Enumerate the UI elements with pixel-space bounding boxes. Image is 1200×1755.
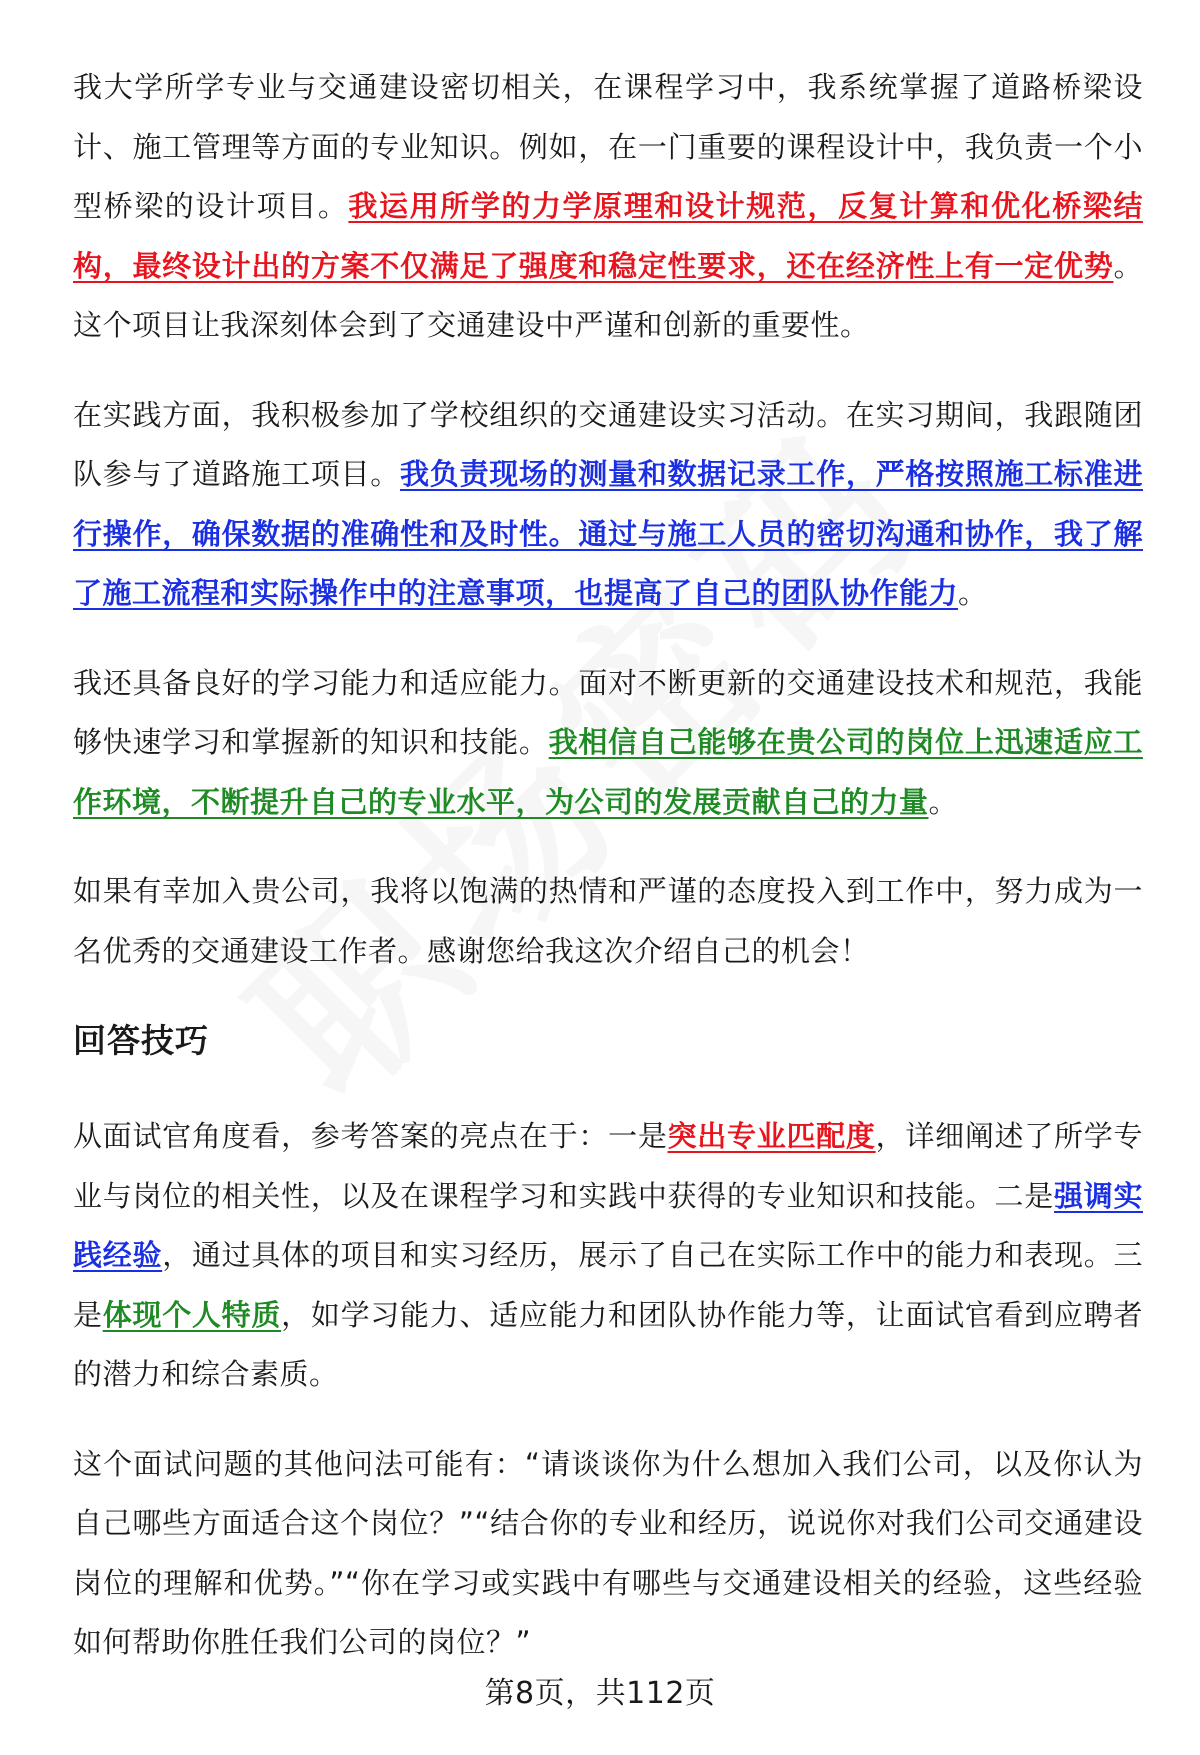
paragraph-text: 如果有幸加入贵公司，我将以饱满的热情和严谨的态度投入到工作中，努力成为一名优秀的交通建设工作者。感谢您给我这次介绍自己的机会！ <box>73 874 1143 968</box>
highlight-blue: 强调实践经验 <box>73 1178 1143 1272</box>
highlight-blue: 我负责现场的测量和数据记录工作，严格按照施工标准进行操作，确保数据的准确性和及时性。通过与施工人员的密切沟通和协作，我了解了施工流程和实际操作中的注意事项，也提高了自己的团队协作能力 <box>73 457 1143 610</box>
highlight-green: 我相信自己能够在贵公司的岗位上迅速适应工作环境，不断提升自己的专业水平，为公司的发展贡献自己的力量 <box>73 725 1143 819</box>
section-title: 回答技巧 <box>73 1021 209 1060</box>
paragraph-alternative-questions <box>73 1435 1143 1673</box>
paragraph-learning-ability <box>73 654 1143 833</box>
paragraph-text: 。 <box>928 784 959 819</box>
paragraph-tips-highlights <box>73 1107 1143 1405</box>
paragraph-text: ，如学习能力、适应能力和团队协作能力等，让面试官看到应聘者的潜力和综合素质。 <box>73 1297 1143 1391</box>
paragraph-text: ，详细阐述了所学专业与岗位的相关性，以及在课程学习和实践中获得的专业知识和技能。二是 <box>73 1119 1143 1213</box>
paragraph-closing <box>73 862 1143 981</box>
paragraph-practice <box>73 386 1143 624</box>
highlight-red: 我运用所学的力学原理和设计规范，反复计算和优化桥梁结构，最终设计出的方案不仅满足了强度和稳定性要求，还在经济性上有一定优势 <box>73 189 1143 283</box>
paragraph-course-design <box>73 58 1143 356</box>
document-page <box>73 58 1143 1673</box>
paragraph-text: ，通过具体的项目和实习经历，展示了自己在实际工作中的能力和表现。三是 <box>73 1238 1143 1332</box>
highlight-red: 突出专业匹配度 <box>667 1119 876 1153</box>
paragraph-text: 我还具备良好的学习能力和适应能力。面对不断更新的交通建设技术和规范，我能够快速学习和掌握新的知识和技能。 <box>73 665 1143 759</box>
paragraph-text: 从面试官角度看，参考答案的亮点在于：一是 <box>73 1119 668 1153</box>
highlight-green: 体现个人特质 <box>102 1297 282 1332</box>
page-number: 第8页，共112页 <box>484 1676 716 1711</box>
paragraph-text: 我大学所学专业与交通建设密切相关，在课程学习中，我系统掌握了道路桥梁设计、施工管理等方面的专业知识。例如，在一门重要的课程设计中，我负责一个小型桥梁的设计项目。 <box>73 70 1143 223</box>
paragraph-text: 这个面试问题的其他问法可能有：“请谈谈你为什么想加入我们公司，以及你认为自己哪些方面适合这个岗位？”“结合你的专业和经历，说说你对我们公司交通建设岗位的理解和优势。”“你在学习或实践中有哪些与交通建设相关的经验，这些经验如何帮助你胜任我们公司的岗位？” <box>73 1446 1143 1659</box>
paragraph-text: 。这个项目让我深刻体会到了交通建设中严谨和创新的重要性。 <box>73 248 1143 342</box>
paragraph-text: 。 <box>958 576 988 610</box>
paragraph-text: 在实践方面，我积极参加了学校组织的交通建设实习活动。在实习期间，我跟随团队参与了道路施工项目。 <box>73 397 1143 491</box>
